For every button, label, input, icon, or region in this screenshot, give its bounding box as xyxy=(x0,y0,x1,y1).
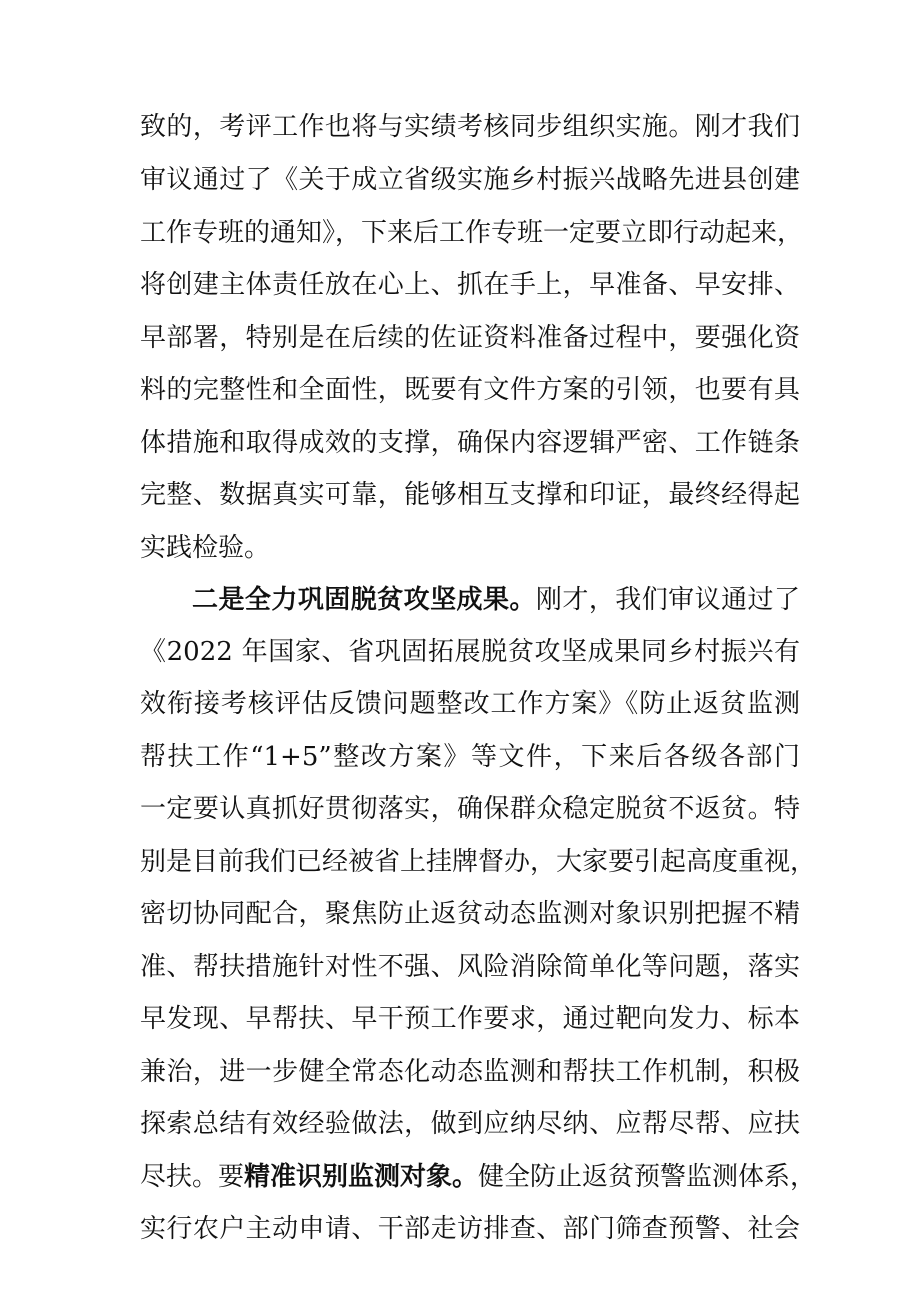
text-line-6 xyxy=(140,370,800,410)
line-text: 审议通过了《关于成立省级实施乡村振兴战略先进县创建 xyxy=(140,165,800,195)
text-line-15 xyxy=(140,842,817,882)
line-text: 早发现、早帮扶、早干预工作要求，通过靶向发力、标本 xyxy=(140,1004,800,1034)
text-line-19 xyxy=(140,1052,800,1092)
line-text: 效衔接考核评估反馈问题整改工作方案》《防止返贫监测 xyxy=(140,689,800,719)
line-text: 将创建主体责任放在心上、抓在手上，早准备、早安排、 xyxy=(140,270,800,300)
line-text: 《2022 年国家、省巩固拓展脱贫攻坚成果同乡村振兴有 xyxy=(140,637,800,667)
line-text: 体措施和取得成效的支撑，确保内容逻辑严密、工作链条 xyxy=(140,428,800,458)
text-line-14 xyxy=(140,789,800,829)
section-heading: 二是全力巩固脱贫攻坚成果。 xyxy=(192,585,536,615)
text-line-18 xyxy=(140,999,800,1039)
line-text: 料的完整性和全面性，既要有文件方案的引领，也要有具 xyxy=(140,375,800,405)
text-line-1 xyxy=(140,107,800,147)
text-line-3 xyxy=(140,213,804,253)
subsection-heading: 精准识别监测对象。 xyxy=(244,1162,479,1192)
text-line-4 xyxy=(140,265,800,305)
line-text: 健全防止返贫预警监测体系， xyxy=(478,1162,817,1192)
text-line-16 xyxy=(140,894,800,934)
line-text: 密切协同配合，聚焦防止返贫动态监测对象识别把握不精 xyxy=(140,899,800,929)
text-line-12 xyxy=(140,684,800,724)
text-line-10 xyxy=(192,580,800,620)
line-text: 一定要认真抓好贯彻落实，确保群众稳定脱贫不返贫。特 xyxy=(140,794,800,824)
line-text: 致的，考评工作也将与实绩考核同步组织实施。刚才我们 xyxy=(140,112,800,142)
line-text: 实行农户主动申请、干部走访排查、部门筛查预警、社会 xyxy=(140,1214,800,1244)
line-text: 尽扶。要 xyxy=(140,1162,245,1192)
text-line-5 xyxy=(140,318,800,358)
text-line-21 xyxy=(140,1157,817,1197)
line-text: 别是目前我们已经被省上挂牌督办，大家要引起高度重视， xyxy=(140,847,817,877)
line-text: 完整、数据真实可靠，能够相互支撑和印证，最终经得起 xyxy=(140,480,800,510)
line-text: 刚才，我们审议通过了 xyxy=(535,585,800,615)
text-line-2 xyxy=(140,160,800,200)
text-line-7 xyxy=(140,423,800,463)
text-line-17 xyxy=(140,947,800,987)
line-text: 帮扶工作“1+5”整改方案》等文件，下来后各级各部门 xyxy=(140,742,800,772)
text-line-9 xyxy=(140,528,800,568)
line-text: 准、帮扶措施针对性不强、风险消除简单化等问题，落实 xyxy=(140,952,800,982)
text-line-20 xyxy=(140,1104,800,1144)
text-line-11 xyxy=(140,632,800,672)
text-line-8 xyxy=(140,475,800,515)
line-text: 探索总结有效经验做法，做到应纳尽纳、应帮尽帮、应扶 xyxy=(140,1109,800,1139)
line-text: 实践检验。 xyxy=(140,533,271,563)
text-line-22 xyxy=(140,1209,800,1249)
line-text: 工作专班的通知》，下来后工作专班一定要立即行动起来， xyxy=(140,218,804,248)
text-line-13 xyxy=(140,737,800,777)
line-text: 早部署，特别是在后续的佐证资料准备过程中，要强化资 xyxy=(140,323,800,353)
line-text: 兼治，进一步健全常态化动态监测和帮扶工作机制，积极 xyxy=(140,1057,800,1087)
